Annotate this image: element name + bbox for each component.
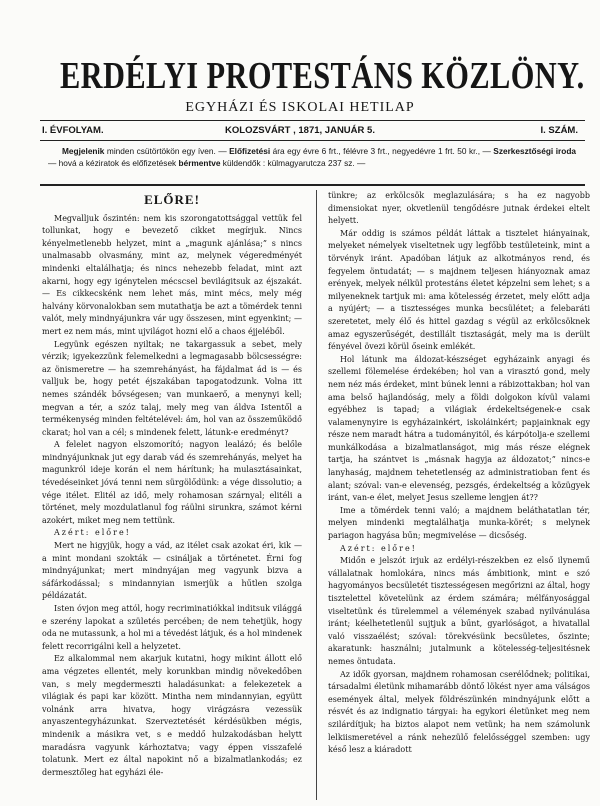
notice-lead: Megjelenik [62, 146, 105, 156]
notice-postage: bérmentve [176, 158, 221, 168]
paragraph: Megvalljuk őszintén: nem kis szorongatottsággal vettük fel tollunkat, hogy e bevezető cikket megírjuk. Nincs kényelmetlenebb helyzet, mint a „magunk ajánlása;” s nincs unalmasabb olvasmány, mint az, melynek végeredményét mindenki eltalálhatja; és nincs nehezebb feladat, mint azt akarni, hogy egy igénytelen mécscsel bevilágitsuk az éjszakát. — Es cikkecskénk nem lehet más, mint mécs, mely még halvány körvonalokban sem mutathatja be azt a tömérdek tenni valót, mely mindnyájunkra vár ugy összesen, mint egyenkint; — mert ez nem más, mint ujvilágot hozni elő a chaos éjjeléből. [42, 213, 302, 336]
paragraph: Legyünk egészen nyiltak; ne takargassuk a sebet, mely vérzik; igyekezzünk felemelkedni a legmagasabb bölcsességre: az önismeretre — ha szemrehányást, ha fájdalmat ád is — és valljuk be, hogy petét éjszakában tapogatodzunk. Volna itt nemes szándék bővségesen; van munkaerő, a menynyi kell; megvan a tér, a szóz talaj, mely meg van áldva Istentől a termékenység minden feltételével: ám, hol van az összeműködő ckarat; hol van a cél; s mindenek felett, látunk-e eredményt? [42, 339, 302, 437]
issue-number: I. SZÁM. [540, 125, 578, 136]
paragraph: Midőn e jelszót irjuk az erdélyi-részekben ez első ilynemű vállalatnak homlokára, nincs más ámbitionk, mint e szó hagyományos becsületét tisztességesen megőrizni az által, hogy tisztelettel követelünk az érdem számára; mélfányosággal viseltetünk és türelemmel a vélemények szabad nyilvánulása iránt; kéelhetetlenül sujtjuk a bűnt, gyarlóságot, a hivatallal való visszaélést; szóval: törekvésünk becsületes, őszinte; akaratunk: használni; jutalmunk a kötelesség-teljesitésnek nemes öntudata. [328, 556, 590, 666]
header-rule-bottom [40, 140, 585, 141]
notice-text-4: küldendők : külmagyarutcza 237 sz. — [220, 158, 366, 168]
notice-subscription: Előfizetési [226, 146, 271, 156]
paragraph: Mert ne higyjük, hogy a vád, az itélet csak azokat éri, kik — a mint mondani szokták — csináljak a történetet. Érni fog mindnyájunkat; mert mindnyájan meg vagyunk bizva a sáfárkodással; s mindannyian ismerjük a hűtlen szolga példázatát. [42, 541, 302, 601]
paragraph-continued: tünkre; az erkölcsök meglazulására; s ha ez nagyobb dimensiokat nyer, okvetlenül tengődésre jutnak érdekei eltelt helyett. [328, 191, 590, 226]
publication-notice [48, 145, 576, 169]
masthead-subtitle: EGYHÁZI ÉS ISKOLAI HETILAP [185, 100, 415, 115]
notice-text-2: ára egy évre 6 frt., félévre 3 frt., negyedévre 1 frt. 50 kr., — [270, 146, 491, 156]
article-column-left [42, 190, 302, 802]
notice-rule [40, 184, 585, 186]
column-divider [316, 190, 317, 800]
paragraph: Ime a tömérdek tenni való; a majdnem beláthatatlan tér, melyen mindenki megtalálhatja munka-körét; s melynek pariagon hagyása bűn; megmivelése — dicsőség. [328, 505, 590, 541]
article-column-right [328, 190, 590, 802]
volume-label: I. ÉVFOLYAM. [42, 125, 104, 136]
paragraph: Isten óvjon meg attól, hogy recriminatiókkal inditsuk világgá e szerény lapokat a születés percében; de nem tehetjük, hogy oda ne mutassunk, a hol mi a tévedést látjuk, és a hol mindenek felett recorrigálni kell a helyzetet. [42, 604, 302, 651]
paragraph: Már oddig is számos példát láttak a tisztelet hiányainak, melyeket némelyek viseltetnek ugy legfőbb testületeink, mint a törvényk iránt. Apadóban látjuk az alkotmányos rend, és fegyelem öntudatát; — s majdnem teljesen hiányoznak amaz erények, melyek nélkül protestáns életet képzelni sem lehet; s a milyeneknek tartjuk mi: ama kötelesség érzetet, mely előtt adja a nyújért; — a tisztességes munka becsülétet; a felebaráti szeretetet, mely élő és hittel gazdag s végül az erkölcsöknek amaz egyszerűségét, destillált tisztaságát, mely ma is derült fényével övezi körül őseink emlékét. [328, 228, 590, 352]
paragraph: A felelet nagyon elszomorító; nagyon lealázó; és belőle mindnyájunknak jut egy darab vád és szemrehányás, melyet ha magunkról ideje korán el nem hárítunk; ha mulasztásainkat, tévedéseinket jóvá tenni nem sürgölődünk: a vége dissolutio; a vége itélet. Elitél az idő, mely rohamosan szárnyal; elitéli a történet, mely mozdulatlanul fog ráülni sirunkra, számot kérni azokért, miket meg nem tettünk. [42, 440, 302, 525]
paragraph: Hol látunk ma áldozat-készséget egyházaink anyagi és szellemi fölemelése érdekében; hol van a virasztó gond, mely nem néz más érdeket, mint búnek lenni a rábizottakban; hol van ama belső hajlandóság, mely a földi dolgokon kívül valami egyébhez is tapad; a világiak érdekeltségenek-e csak valamenynyire is egyházainkért, iskoláinkért; papjainknak egy része nem maradt hátra a tudományitól, és kárpótolja-e szellemi munkálkodása a bizalmatlanságot, mig más része elégnek tartja, ha szántvet is „másnak hagyja az áldozatot;” nincs-e lanyhaság, majdnem tehetetlenség az administratioban fent és alant; szóval: van-e elevenség, pezsgés, érdekeltség a közügyek iránt, van-e élet, melyet Jesus szelleme lengjen át?? [328, 354, 590, 503]
notice-office: Szerkesztőségi iroda [490, 146, 577, 156]
notice-text-3: — hová a kéziratok és előfizetések [48, 158, 177, 168]
paragraph-motto: Azért: előre! [340, 543, 417, 553]
header-rule-top [40, 120, 585, 121]
paragraph-motto: Azért: előre! [54, 528, 131, 538]
paragraph: Az idők gyorsan, majdnem rohamosan cserélődnek; politikai, társadalmi életünk mihamarább döntő lökést nyer ama válságos események által, melyek földrészünkén mindnyájunk előtt a résvét és az indignatio tárgyai: ha egykori életünket meg nem szilárdítjuk; ha biztos alapot nem vetünk; ha nem számolunk lelkiismeretével a ránk nehezülő felelősséggel szemben: ugy késő lesz a kiáradott [328, 669, 590, 755]
paragraph: Ez alkalommal nem akarjuk kutatni, hogy mikint állott elő ama végzetes ellentét, mely korunkban mindig növekedőben van, s mely megdermeszti haladásunkat: a felekezetek a világiak és papi kar között. Mintha nem mindannyian, együtt volnánk arra hivatva, hogy virágzásra vezessük anyaszentegyházunkat. Szerveztetését kérdésükben mégis, mindenik a másikra vet, s e meddő hulzakodásban helytt maradásra vagyunk kárhoztatva; vagy éppen visszafelé tolatunk. Mert ez által napokint nő a bizalmatlankodás; ez dermesztőleg hat egyházi éle- [42, 654, 302, 777]
notice-text-1: minden csütörtökön egy íven. — [104, 146, 227, 156]
place-date: KOLOZSVÁRT , 1871, JANUÁR 5. [225, 125, 375, 136]
masthead-title: ERDÉLYI PROTESTÁNS KÖZLÖNY. [60, 55, 585, 97]
article-title: ELŐRE! [144, 192, 200, 207]
